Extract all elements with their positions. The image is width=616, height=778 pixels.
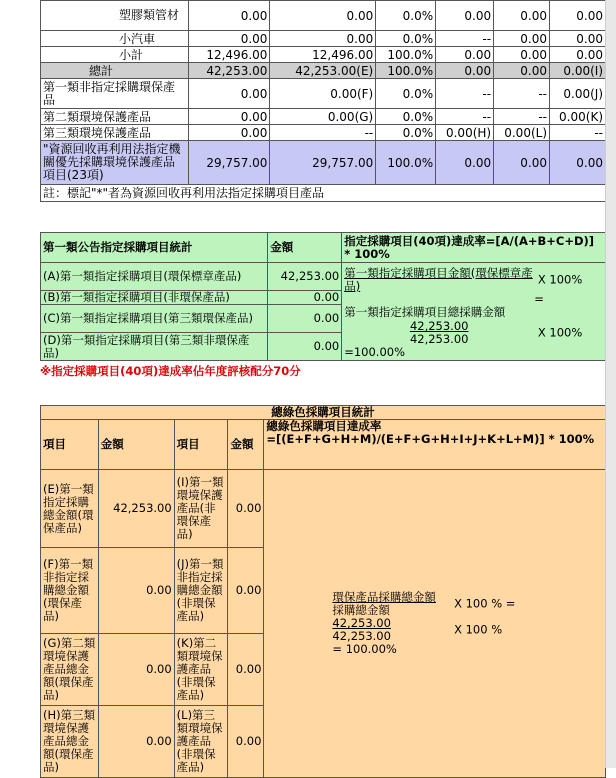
cell: 100.0% [376, 47, 436, 63]
cell: -- [270, 125, 376, 141]
table-note: 註：標記"*"者為資源回收再利用法指定採購項目產品 [40, 185, 606, 202]
cell: 0.0% [376, 109, 436, 125]
cell: 0.00 [550, 47, 606, 63]
cell: 12,496.00 [188, 47, 270, 63]
table-row [41, 31, 606, 47]
cell: 0.00 [270, 1, 376, 31]
header-amount: 金額 [98, 420, 174, 470]
cell: 42,253.00(E) [270, 63, 376, 79]
cell: 100.0% [376, 141, 436, 185]
formula-denominator: 第一類指定採購項目總採購金額 [344, 305, 506, 319]
row-label: (I)第一類環境保護產品(非環保產品) [174, 470, 228, 548]
cell: 42,253.00 [98, 470, 174, 548]
cell: 0.00 [494, 1, 550, 31]
vertical-scrollbar[interactable] [605, 0, 616, 768]
row-label: (K)第二類環境保護產品(非環保產品) [174, 634, 228, 706]
row-label: (H)第三類環境保護產品總金額(環保產品) [41, 706, 99, 778]
formula-times-b: X 100% [537, 325, 583, 340]
formula-equals: = [534, 292, 544, 306]
header-amount-2: 金額 [228, 420, 264, 470]
cell: 0.00 [188, 1, 270, 31]
formula-num-value: 42,253.00 [409, 319, 469, 333]
cell: 0.00 [268, 291, 342, 305]
cell: 0.00 [550, 1, 606, 31]
rate-formula: =[(E+F+G+H+M)/(E+F+G+H+I+J+K+L+M)] * 100% [266, 432, 595, 446]
green-purchase-table [40, 405, 606, 778]
cell: -- [436, 79, 494, 109]
cell: 0.00 [436, 47, 494, 63]
cell: 0.00 [188, 31, 270, 47]
header-amount: 金額 [268, 233, 342, 263]
formula-den-value: 42,253.00 [332, 629, 391, 643]
cell: 0.00 [494, 141, 550, 185]
cell: 0.00 [494, 31, 550, 47]
cell: 0.00 [98, 548, 174, 634]
designated-items-table [40, 232, 606, 361]
cell: 0.00(J) [550, 79, 606, 109]
cell: -- [436, 31, 494, 47]
row-label: 第三類環境保護產品 [41, 125, 189, 141]
formula-times: X 100 % = [454, 596, 516, 611]
cell: 0.00(G) [270, 109, 376, 125]
total-row [41, 63, 606, 79]
cell: 0.00 [268, 305, 342, 333]
table-row [41, 263, 606, 291]
table-row [41, 1, 606, 31]
row-label: 小汽車 [41, 31, 189, 47]
formula-numerator: 環保產品採購總金額 [332, 590, 436, 604]
cell: 0.00 [228, 634, 264, 706]
formula-den-value: 42,253.00 [409, 332, 469, 346]
row-label: (A)第一類指定採購項目(環保標章產品) [41, 263, 268, 291]
cell: 0.00(H) [436, 125, 494, 141]
rate-header [264, 420, 606, 470]
cell: 0.00 [98, 634, 174, 706]
cell: 0.0% [376, 1, 436, 31]
cell: 0.00(F) [270, 79, 376, 109]
cell: 0.00 [494, 63, 550, 79]
recycle-row [41, 141, 606, 185]
row-label: (G)第二類環境保護產品總金額(環保產品) [41, 634, 99, 706]
row-label: 塑膠類管材 [41, 1, 189, 31]
cell: 0.00 [228, 548, 264, 634]
cell: 0.00 [188, 79, 270, 109]
cell: 0.00 [494, 47, 550, 63]
table-row [41, 125, 606, 141]
row-label: (L)第三類環境保護產品(非環保產品) [174, 706, 228, 778]
table-row [41, 109, 606, 125]
formula-result: =100.00% [344, 345, 406, 359]
cell: 0.00 [188, 125, 270, 141]
table-title: 總綠色採購項目統計 [41, 406, 606, 420]
header-rate: 指定採購項目(40項)達成率=[A/(A+B+C+D)] * 100% [342, 233, 606, 263]
cell: -- [436, 109, 494, 125]
row-label: 第一類非指定採購環保產品 [41, 79, 189, 109]
row-label: 第二類環境保護產品 [41, 109, 189, 125]
cell: 0.00(L) [494, 125, 550, 141]
table-row [41, 470, 606, 548]
cell: -- [550, 125, 606, 141]
cell: 0.0% [376, 79, 436, 109]
table-row [41, 47, 606, 63]
green-rate-formula-cell [264, 470, 606, 778]
formula-times-b: X 100 % [454, 622, 503, 637]
rate-title: 總綠色採購項目達成率 [266, 419, 382, 433]
score-warning: ※指定採購項目(40項)達成率佔年度評核配分70分 [40, 364, 301, 378]
row-label: (D)第一類指定採購項目(第三類非環保產品) [41, 333, 268, 361]
cell: 0.00 [270, 31, 376, 47]
cell: 0.00 [436, 141, 494, 185]
cell: 0.00 [550, 141, 606, 185]
row-label: (C)第一類指定採購項目(第三類環保產品) [41, 305, 268, 333]
cell: 0.0% [376, 31, 436, 47]
header-item: 項目 [41, 420, 99, 470]
formula-times: X 100% [537, 272, 583, 287]
cell: 42,253.00 [188, 63, 270, 79]
row-label: "資源回收再利用法指定機關優先採購環境保護產品項目(23項) [41, 141, 189, 185]
row-label: 總計 [41, 63, 189, 79]
cell: 0.00 [228, 706, 264, 778]
table-header-row [41, 420, 606, 470]
row-label: (F)第一類非指定採購總金額(環保產品) [41, 548, 99, 634]
header-item-2: 項目 [174, 420, 228, 470]
table-header-row [41, 233, 606, 263]
cell: 29,757.00 [270, 141, 376, 185]
table-title-row [41, 406, 606, 420]
cell: 12,496.00 [270, 47, 376, 63]
cell: 29,757.00 [188, 141, 270, 185]
cell: 0.0% [376, 125, 436, 141]
cell: 100.0% [376, 63, 436, 79]
cell: 0.00(K) [550, 109, 606, 125]
cell: 0.00 [436, 63, 494, 79]
table-row [41, 79, 606, 109]
report-page [40, 0, 606, 778]
purchase-summary-table [40, 0, 606, 185]
cell: -- [494, 109, 550, 125]
row-label: (E)第一類指定採購總金額(環保產品) [41, 470, 99, 548]
rate-formula-cell [342, 263, 606, 361]
cell: 0.00 [436, 1, 494, 31]
row-label: (B)第一類指定採購項目(非環保產品) [41, 291, 268, 305]
row-label: 小計 [41, 47, 189, 63]
formula-denominator: 採購總金額 [332, 603, 390, 617]
cell: 0.00 [550, 31, 606, 47]
cell: 42,253.00 [268, 263, 342, 291]
formula-numerator: 第一類指定採購項目金額(環保標章產品) [344, 266, 533, 293]
cell: 0.00 [268, 333, 342, 361]
cell: -- [494, 79, 550, 109]
cell: 0.00 [228, 470, 264, 548]
cell: 0.00 [188, 109, 270, 125]
formula-num-value: 42,253.00 [332, 616, 391, 630]
row-label: (J)第一類非指定採購總金額(非環保產品) [174, 548, 228, 634]
formula-result: = 100.00% [332, 642, 397, 656]
cell: 0.00 [98, 706, 174, 778]
cell: 0.00(I) [550, 63, 606, 79]
header-label: 第一類公告指定採購項目統計 [41, 233, 268, 263]
